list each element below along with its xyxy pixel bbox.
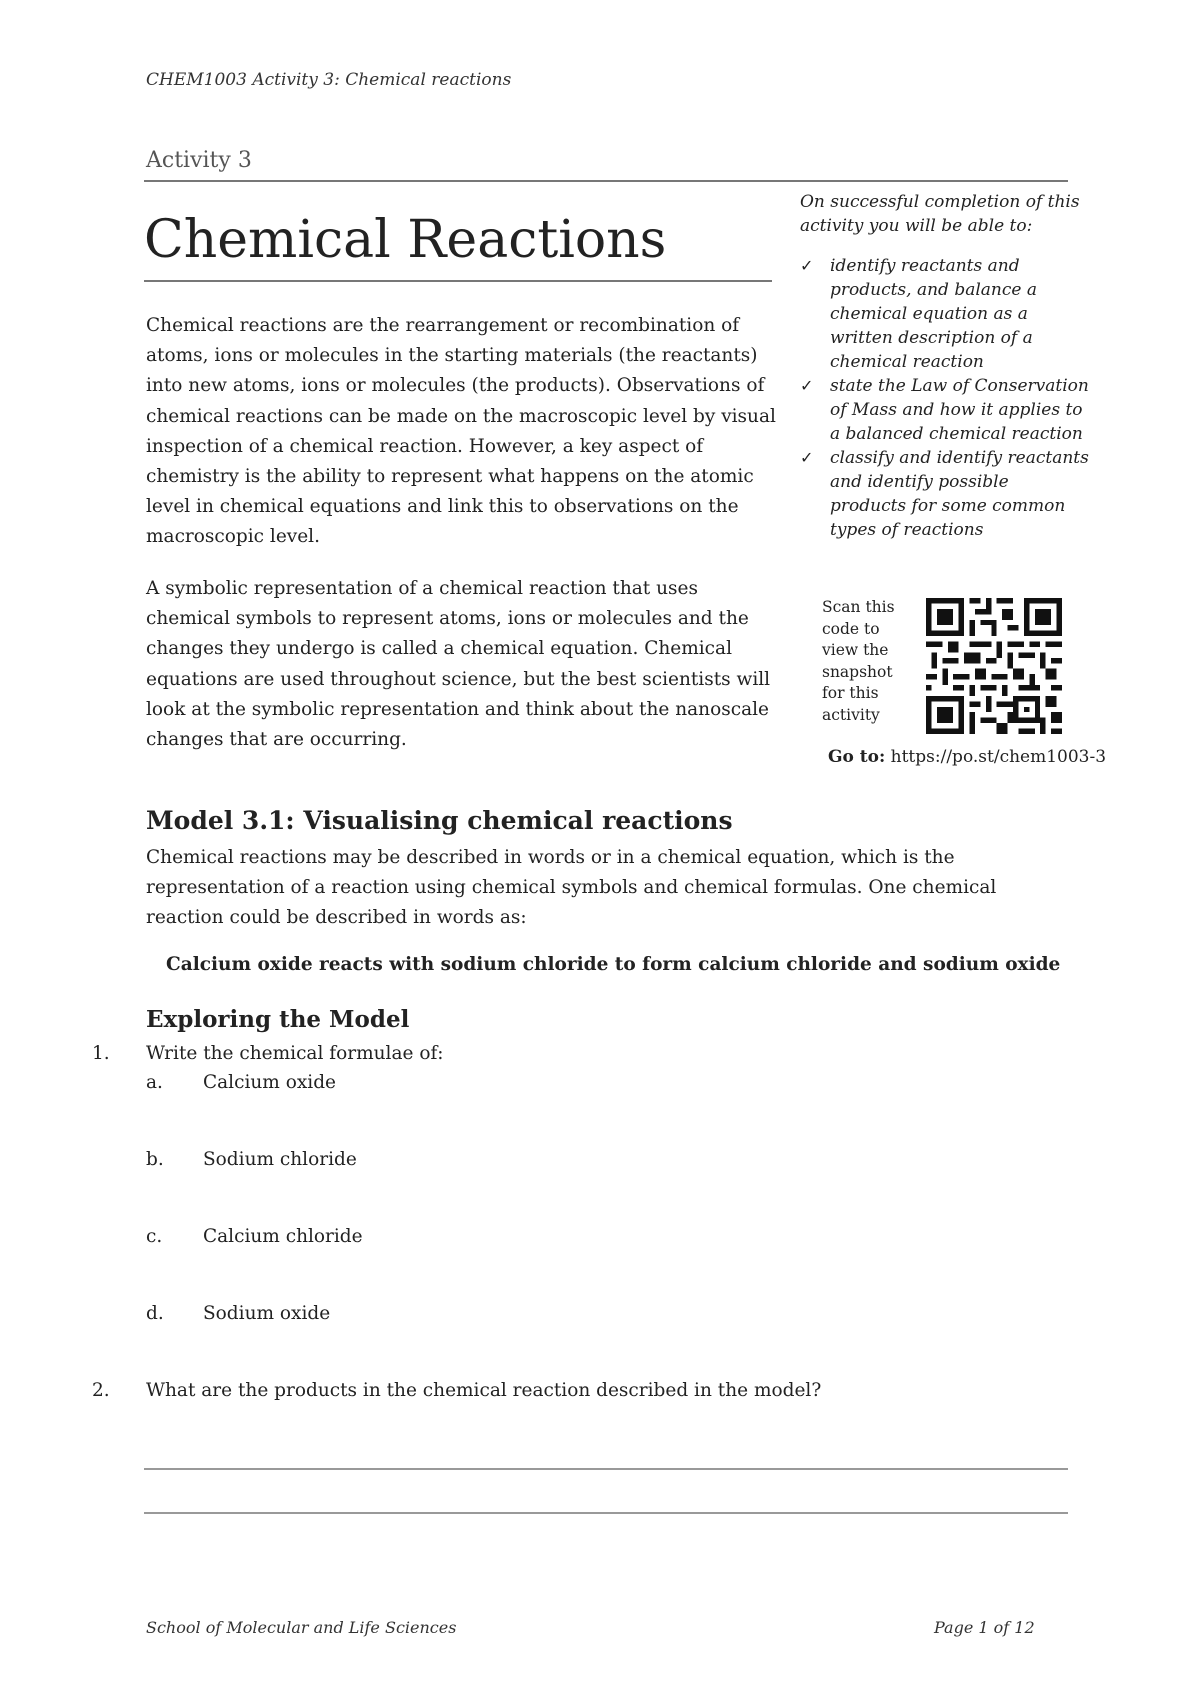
sub-question-letter: c. <box>146 1226 163 1247</box>
objective-item: ✓ classify and identify reactants and identify possible products for some common types of reactions <box>800 448 1089 540</box>
answer-line[interactable] <box>144 1512 1068 1514</box>
objective-item: ✓ identify reactants and products, and balance a chemical equation as a written description of a chemical reaction <box>800 256 1037 372</box>
checkmark-icon: ✓ <box>800 256 814 275</box>
exploring-heading: Exploring the Model <box>146 1006 410 1033</box>
title-divider <box>144 280 772 282</box>
sub-question-text: Calcium chloride <box>203 1226 363 1247</box>
intro-paragraph-1: Chemical reactions are the rearrangement or recombination of atoms, ions or molecules in the starting materials (the reactants) into new atoms, ions or molecules (the products). Observations of chemical reactions can be made on the macroscopic level by visual inspection of a chemical reaction. However, a key aspect of chemistry is the ability to represent what happens on the atomic level in chemical equations and link this to observations on the macroscopic level. <box>146 315 776 548</box>
sub-question-letter: a. <box>146 1072 163 1093</box>
goto-label: Go to: <box>828 747 886 767</box>
sub-question-letter: b. <box>146 1149 164 1170</box>
checkmark-icon: ✓ <box>800 376 814 395</box>
footer-page-number: Page 1 of 12 <box>934 1618 1035 1637</box>
activity-label: Activity 3 <box>146 148 252 173</box>
page-title: Chemical Reactions <box>144 210 667 270</box>
goto-url-link[interactable]: https://po.st/chem1003-3 <box>890 747 1107 767</box>
question-text: Write the chemical formulae of: <box>146 1043 444 1064</box>
question-number: 2. <box>92 1380 110 1401</box>
reaction-statement: Calcium oxide reacts with sodium chloride to form calcium chloride and sodium oxide <box>166 954 1061 975</box>
goto-link-line <box>828 747 1106 767</box>
answer-line[interactable] <box>144 1468 1068 1470</box>
model-description: Chemical reactions may be described in words or in a chemical equation, which is the representation of a reaction using chemical symbols and chemical formulas. One chemical reaction could be described in words as: <box>146 847 997 928</box>
qr-scan-instructions: Scan this code to view the snapshot for this activity <box>822 598 895 724</box>
sub-question-text: Sodium oxide <box>203 1303 331 1324</box>
question-number: 1. <box>92 1043 110 1064</box>
learning-objectives <box>800 190 1090 542</box>
sub-question-text: Sodium chloride <box>203 1149 357 1170</box>
sub-question-letter: d. <box>146 1303 164 1324</box>
running-header: CHEM1003 Activity 3: Chemical reactions <box>146 70 512 90</box>
checkmark-icon: ✓ <box>800 448 814 467</box>
objectives-list <box>800 254 1090 542</box>
question-text: What are the products in the chemical reaction described in the model? <box>146 1380 822 1401</box>
sub-question-text: Calcium oxide <box>203 1072 336 1093</box>
qr-code-icon[interactable] <box>926 598 1062 734</box>
objective-item: ✓ state the Law of Conservation of Mass and how it applies to a balanced chemical reaction <box>800 376 1089 444</box>
footer-school: School of Molecular and Life Sciences <box>146 1618 457 1637</box>
objectives-heading: On successful completion of this activity you will be able to: <box>800 192 1080 236</box>
intro-paragraph-2: A symbolic representation of a chemical reaction that uses chemical symbols to represent atoms, ions or molecules and the changes they undergo is called a chemical equation. Chemical equations are used throughout science, but the best scientists will look at the symbolic representation and think about the nanoscale changes that are occurring. <box>146 578 771 751</box>
top-divider <box>144 180 1068 182</box>
model-heading: Model 3.1: Visualising chemical reactions <box>146 806 733 835</box>
